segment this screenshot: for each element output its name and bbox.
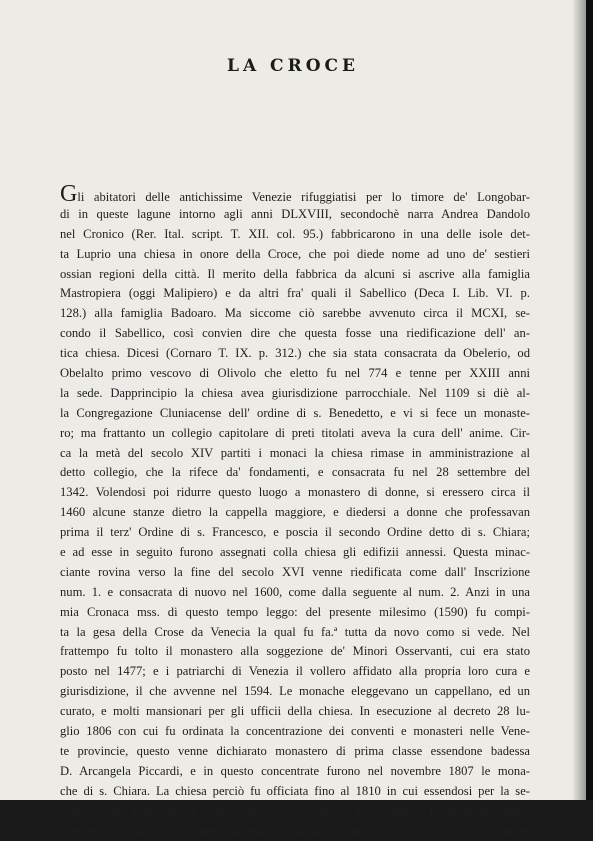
text-line: frattempo fu tolto il monastero alla soggezione de' Minori Osservanti, cui era stato	[60, 642, 530, 662]
text-line: te provincie, questo venne dichiarato monastero di prima classe essendone badessa	[60, 742, 530, 762]
text-line: tica chiesa. Dicesi (Cornaro T. IX. p. 312.) che sia stata consacrata da Obelerio, od	[60, 344, 530, 364]
text-line: prima il terz' Ordine di s. Francesco, e poscia il secondo Ordine detto di s. Chiara;	[60, 523, 530, 543]
body-paragraph	[60, 185, 530, 841]
text-line: ro; ma frattanto un collegio capitolare di preti titolati aveva la cura dell' anime. Cir-	[60, 424, 530, 444]
text-line: ca la metà del secolo XIV partiti i monaci la chiesa rimase in amministrazione al	[60, 444, 530, 464]
page-title: LA CROCE	[0, 56, 586, 76]
text-line: detto collegio, che la rifece da' fondamenti, e consacrata fu nel 28 settembre del	[60, 463, 530, 483]
text-line: Obelalto primo vescovo di Olivolo che eletto fu nel 774 e tenne per XXIII anni	[60, 364, 530, 384]
text-line: D. Arcangela Piccardi, e in questo concentrate furono nel novembre 1807 le mona-	[60, 762, 530, 782]
text-line: mia Cronaca mss. di questo tempo leggo: del presente milesimo (1590) fu compi-	[60, 603, 530, 623]
text-line: ta la gesa della Crose da Venecia la qual fu fa.ª tutta da novo como si vede. Nel	[60, 623, 530, 643]
text-line: la sede. Dapprincipio la chiesa avea giurisdizione parrocchiale. Nel 1109 si diè al-	[60, 384, 530, 404]
text-line: la Congregazione Cluniacense dell' ordine di s. Benedetto, e vi si fece un monaste-	[60, 404, 530, 424]
text-line: che di s. Chiara. La chiesa perciò fu officiata fino al 1810 in cui essendosi per la se-	[60, 782, 530, 802]
text-line: 1460 alcune stanze dietro la cappella maggiore, e diedersi a donne che professavan	[60, 503, 530, 523]
binding-edge	[586, 0, 593, 800]
text-line: 1342. Volendosi poi ridurre questo luogo a monastero di donne, si eressero circa il	[60, 483, 530, 503]
text-line: soppressa. Il luogo fu ridotto ad uso di magazzino privato fino a pochi anni addie-	[60, 822, 530, 841]
text-line: Mastropiera (oggi Malipiero) e da altri fra' quali il Sabellico (Deca I. Lib. VI. p.	[60, 284, 530, 304]
text-line: num. 1. e consacrata di nuovo nel 1600, come dalla seguente al num. 2. Anzi in una	[60, 583, 530, 603]
text-line: conda volta diminuito il numero delle parrocchie e delle chiese, la presente rimase	[60, 802, 530, 822]
text-line: Gli abitatori delle antichissime Venezie rifuggiatisi per lo timore de' Longobar-	[60, 185, 530, 205]
text-line: glio 1806 con cui fu ordinata la concentrazione dei conventi e monasteri nelle Vene-	[60, 722, 530, 742]
text-line: ta Luprio una chiesa in onore della Croce, che poi diede nome ad uno de' sestieri	[60, 245, 530, 265]
text-line: nel Cronico (Rer. Ital. script. T. XII. col. 95.) fabbricarono in una delle isole det-	[60, 225, 530, 245]
text-line: curato, e molti mansionari per gli ufficii della chiesa. In esecuzione al decreto 28 lu-	[60, 702, 530, 722]
text-line: condo il Sabellico, così convien dire che questa fosse una riedificazione dell' an-	[60, 324, 530, 344]
text-line: giurisdizione, il che avvenne nel 1594. Le monache eleggevano un cappellano, ed un	[60, 682, 530, 702]
text-line: ciante rovina verso la fine del secolo XVI venne riedificata come dall' Inscrizione	[60, 563, 530, 583]
text-line: e ad esse in seguito furono assegnati colla chiesa gli edifizii annessi. Questa minac-	[60, 543, 530, 563]
text-line: di in queste lagune intorno agli anni DLXVIII, secondochè narra Andrea Dandolo	[60, 205, 530, 225]
text-line: ossian regioni della città. Il merito della fabbrica da alcuni si ascrive alla famiglia	[60, 265, 530, 285]
text-line: posto nel 1477; e i patriarchi di Venezia il vollero affidato alla propria loro cura e	[60, 662, 530, 682]
text-line: 128.) alla famiglia Badoaro. Ma siccome ciò sarebbe avvenuto circa il MCXI, se-	[60, 304, 530, 324]
